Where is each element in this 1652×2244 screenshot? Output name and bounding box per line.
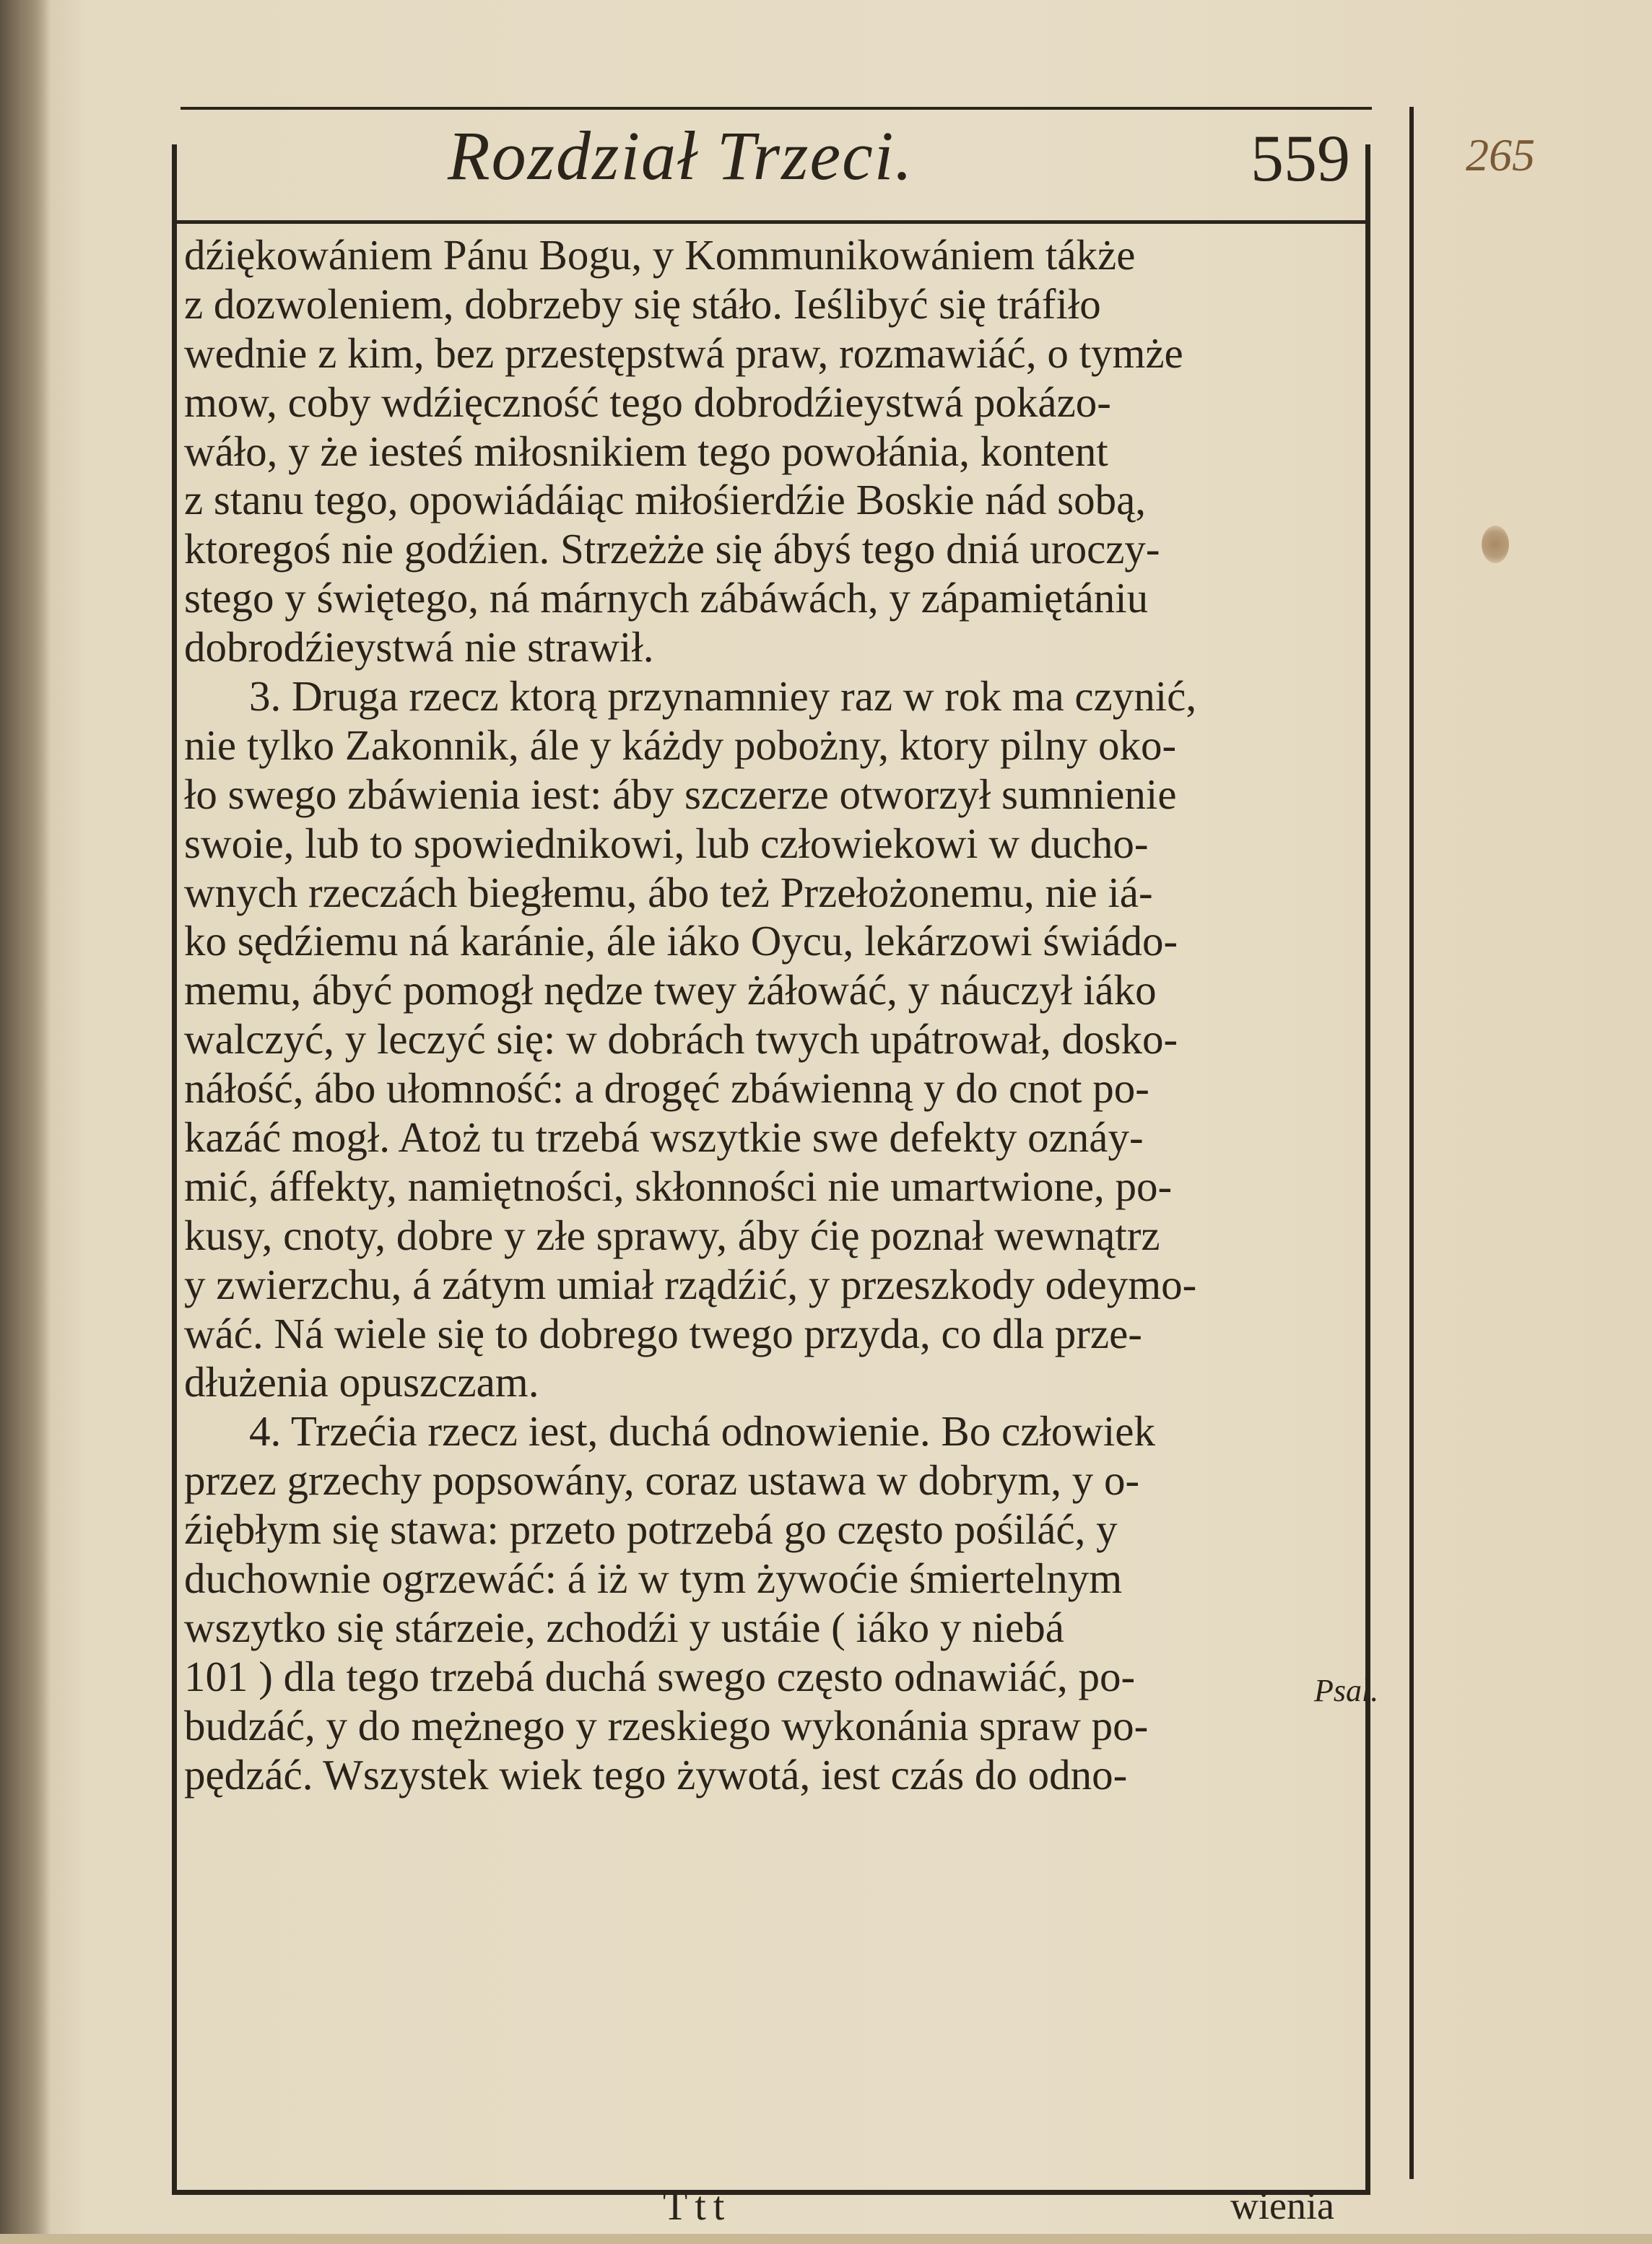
outer-rule: [1409, 107, 1414, 2179]
text-line: memu, ábyć pomogł nędze twey żáłowáć, y náuczył iáko: [184, 966, 1157, 1014]
page-footer: [172, 2184, 1370, 2244]
text-line: pędzáć. Wszystek wiek tego żywotá, iest czás do odno-: [184, 1750, 1128, 1799]
text-line: duchownie ogrzewáć: á iż w tym żywoćie śmiertelnym: [184, 1554, 1123, 1603]
text-line: kusy, cnoty, dobre y złe sprawy, áby ćię poznał wewnątrz: [184, 1211, 1160, 1259]
book-gutter: [0, 0, 51, 2234]
text-line: mić, áffekty, namiętności, skłonności nie umartwione, po-: [184, 1162, 1173, 1210]
text-line: budzáć, y do mężnego y rzeskiego wykonánia spraw po-: [184, 1701, 1149, 1749]
paper-stain: [1482, 526, 1509, 563]
text-line: ktoregoś nie godźien. Strzeżże się ábyś tego dniá uroczy-: [184, 525, 1160, 573]
text-line: stego y świętego, ná márnych zábáwách, y zápamiętániu: [184, 574, 1149, 622]
text-line: wednie z kim, bez przestępstwá praw, rozmawiáć, o tymże: [184, 329, 1183, 377]
text-line: ko sędźiemu ná karánie, ále iáko Oycu, lekárzowi świádo-: [184, 917, 1178, 965]
text-line: wáło, y że iesteś miłosnikiem tego powołánia, kontent: [184, 427, 1108, 475]
signature-mark: Ttt: [663, 2184, 732, 2229]
catchword: wienia: [1230, 2184, 1334, 2227]
text-line: dźiękowániem Pánu Bogu, y Kommunikowániem tákże: [184, 231, 1136, 279]
text-line: y zwierzchu, á zátym umiał rządźić, y przeszkody odeymo-: [184, 1260, 1197, 1308]
text-line: walczyć, y leczyć się: w dobrách twych upátrował, dosko-: [184, 1015, 1178, 1064]
text-line: mow, coby wdźięczność tego dobrodźieystwá pokázo-: [184, 378, 1111, 426]
text-line: z dozwoleniem, dobrzeby się stáło. Ieślibyć się tráfiło: [184, 279, 1101, 328]
text-line: przez grzechy popsowány, coraz ustawa w dobrym, y o-: [184, 1456, 1140, 1505]
text-line: wszytko się stárzeie, zchodźi y ustáie ( iáko y niebá: [184, 1603, 1064, 1651]
text-line: kazáć mogł. Atoż tu trzebá wszytkie swe defekty oznáy-: [184, 1113, 1144, 1162]
text-line: ło swego zbáwienia iest: áby szczerze otworzył sumnienie: [184, 770, 1177, 818]
text-line: nie tylko Zakonnik, ále y káżdy pobożny, ktory pilny oko-: [184, 721, 1177, 769]
archive-page-number: 265: [1466, 129, 1535, 181]
text-line: wáć. Ná wiele się to dobrego twego przyda, co dla prze-: [184, 1309, 1142, 1357]
text-line: 4. Trzećia rzecz iest, duchá odnowienie. Bo człowiek: [249, 1407, 1155, 1456]
running-title: Rozdział Trzeci.: [448, 117, 914, 194]
text-line: swoie, lub to spowiednikowi, lub człowiekowi w ducho-: [184, 819, 1149, 867]
text-line: dobrodźieystwá nie strawił.: [184, 623, 654, 671]
margin-note-psalm: Psal.: [1314, 1673, 1379, 1708]
text-line: wnych rzeczách biegłemu, ábo też Przełożonemu, nie iá-: [184, 868, 1153, 916]
text-line: źiębłym się stawa: przeto potrzebá go często pośiláć, y: [184, 1505, 1118, 1554]
page-number: 559: [1251, 121, 1350, 195]
text-line: dłużenia opuszczam.: [184, 1358, 539, 1406]
body-text: [184, 231, 1361, 1800]
text-line: 101 ) dla tego trzebá duchá swego często odnawiáć, po-: [184, 1652, 1136, 1700]
text-line: 3. Druga rzecz ktorą przynamniey raz w rok ma czynić,: [249, 672, 1197, 721]
text-line: náłość, ábo ułomność: a drogęć zbáwienną y do cnot po-: [184, 1064, 1149, 1113]
text-line: z stanu tego, opowiádáiąc miłośierdźie Boskie nád sobą,: [184, 476, 1147, 524]
